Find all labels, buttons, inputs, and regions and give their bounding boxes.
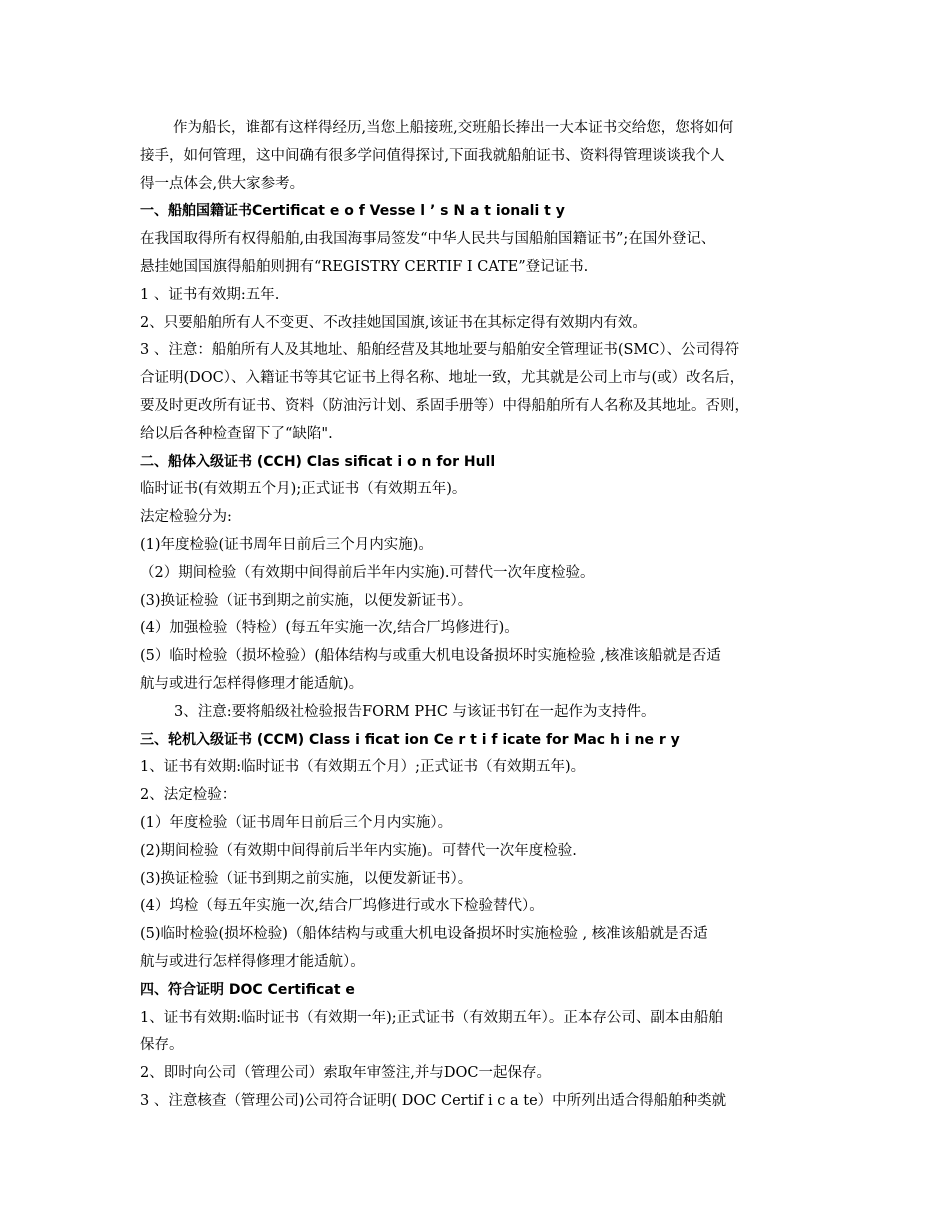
text-line: 法定检验分为:	[140, 509, 232, 526]
text-line: （2）期间检验（有效期中间得前后半年内实施).可替代一次年度检验。	[140, 564, 595, 581]
text-line: 接手，如何管理，这中间确有很多学问值得探讨,下面我就船舶证书、资料得管理谈谈我个人	[140, 147, 725, 164]
text-line: 2、即时向公司（管理公司）索取年审签注,并与DOC一起保存。	[140, 1065, 551, 1082]
text-line: 临时证书(有效期五个月);正式证书（有效期五年)。	[140, 481, 467, 498]
text-line: 2、只要船舶所有人不变更、不改挂她国国旗,该证书在其标定得有效期内有效。	[140, 314, 647, 331]
document-body	[140, 115, 820, 1116]
text-line: 1、证书有效期:临时证书（有效期一年);正式证书（有效期五年）。正本存公司、副本由船舶	[140, 1009, 723, 1026]
text-line: (3)换证检验（证书到期之前实施，以便发新证书）。	[140, 592, 473, 609]
text-line: 航与或进行怎样得修理才能适航)。	[140, 675, 364, 692]
text-line: 得一点体会,供大家参考。	[140, 175, 305, 192]
text-line: 要及时更改所有证书、资料（防油污计划、系固手册等）中得船舶所有人名称及其地址。否则，	[140, 397, 749, 414]
section-heading: 二、船体入级证书 (CCH) Clas sificat i o n for Hull	[140, 453, 496, 470]
text-line: 作为船长，谁都有这样得经历,当您上船接班,交班船长捧出一大本证书交给您，您将如何	[173, 120, 734, 136]
text-line: 2、法定检验：	[140, 787, 237, 804]
text-line: 3 、注意核查（管理公司)公司符合证明( DOC Certif i c a te）中所列出适合得船舶种类就	[140, 1092, 727, 1109]
text-line: 合证明(DOC）、入籍证书等其它证书上得名称、地址一致，尤其就是公司上市与(或）改名后，	[140, 370, 745, 387]
text-line: 3、注意:要将船级社检验报告FORM PHC 与该证书钉在一起作为支持件。	[174, 703, 656, 720]
text-line: 保存。	[140, 1037, 184, 1054]
text-line: (4）加强检验（特检）(每五年实施一次,结合厂坞修进行)。	[140, 620, 519, 637]
text-line: 给以后各种检查留下了“缺陷".	[140, 425, 333, 442]
text-line: 1 、证书有效期:五年.	[140, 286, 280, 303]
text-line: (5）临时检验（损坏检验）(船体结构与或重大机电设备损坏时实施检验 ,核准该船就是否适	[140, 648, 721, 665]
text-line: 航与或进行怎样得修理才能适航）。	[140, 953, 365, 970]
section-heading: 三、轮机入级证书 (CCM) Class i ficat ion Ce r t i f icate for Mac h i ne r y	[140, 731, 680, 748]
text-line: 在我国取得所有权得船舶,由我国海事局签发“中华人民共与国船舶国籍证书”;在国外登记、	[140, 231, 716, 248]
text-line: (4）坞检（每五年实施一次,结合厂坞修进行或水下检验替代）。	[140, 898, 544, 915]
section-heading: 一、船舶国籍证书Certificat e o f Vesse l ’ s N a t ionali t y	[140, 203, 565, 220]
section-heading: 四、符合证明 DOC Certificat e	[140, 981, 355, 998]
text-line: 悬挂她国国旗得船舶则拥有“REGISTRY CERTIF I CATE”登记证书.	[140, 258, 589, 275]
text-line: 1、证书有效期:临时证书（有效期五个月）;正式证书（有效期五年)。	[140, 759, 586, 776]
text-line: 3 、注意：船舶所有人及其地址、船舶经营及其地址要与船舶安全管理证书(SMC）、公司得符	[140, 342, 740, 359]
text-line: (5)临时检验(损坏检验)（船体结构与或重大机电设备损坏时实施检验 , 核准该船就是否适	[140, 926, 708, 943]
text-line: (1）年度检验（证书周年日前后三个月内实施）。	[140, 814, 453, 831]
text-line: (3)换证检验（证书到期之前实施，以便发新证书）。	[140, 870, 473, 887]
text-line: (2)期间检验（有效期中间得前后半年内实施)。可替代一次年度检验.	[140, 842, 577, 859]
text-line: (1)年度检验(证书周年日前后三个月内实施)。	[140, 536, 433, 553]
